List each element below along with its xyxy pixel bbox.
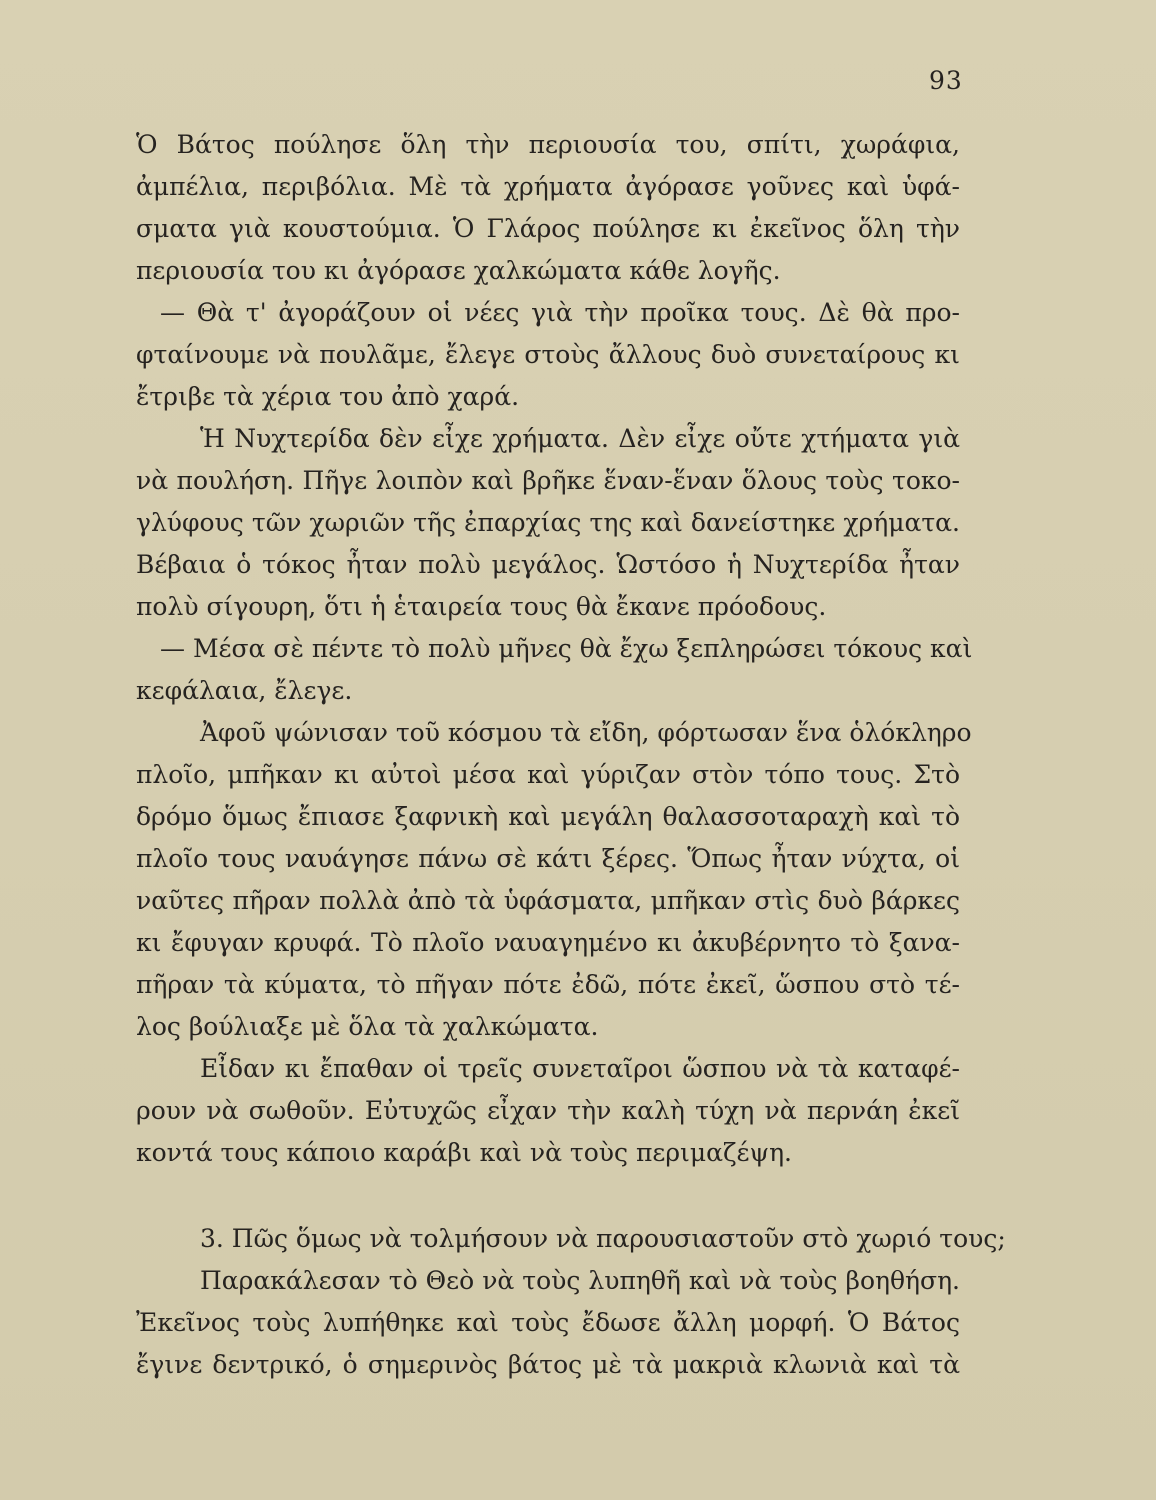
text-line: πλοῖο, μπῆκαν κι αὐτοὶ μέσα καὶ γύριζαν στὸν τόπο τους. Στὸ xyxy=(136,760,960,789)
text-line: ἔγινε δεντρικό, ὁ σημερινὸς βάτος μὲ τὰ μακριὰ κλωνιὰ καὶ τὰ xyxy=(136,1350,960,1379)
text-line: Βέβαια ὁ τόκος ἦταν πολὺ μεγάλος. Ὡστόσο ἡ Νυχτερίδα ἦταν xyxy=(136,550,960,579)
text-line: δρόμο ὅμως ἔπιασε ξαφνικὴ καὶ μεγάλη θαλασσοταραχὴ καὶ τὸ xyxy=(136,802,960,831)
text-line: Ἡ Νυχτερίδα δὲν εἶχε χρήματα. Δὲν εἶχε οὔτε χτήματα γιὰ xyxy=(200,424,960,453)
text-line: — Μέσα σὲ πέντε τὸ πολὺ μῆνες θὰ ἔχω ξεπληρώσει τόκους καὶ xyxy=(160,634,973,663)
text-line: νὰ πουλήση. Πῆγε λοιπὸν καὶ βρῆκε ἕναν-ἕναν ὅλους τοὺς τοκο- xyxy=(136,466,960,495)
text-line: πολὺ σίγουρη, ὅτι ἡ ἑταιρεία τους θὰ ἔκανε πρόοδους. xyxy=(136,592,827,621)
text-line: λος βούλιαξε μὲ ὅλα τὰ χαλκώματα. xyxy=(136,1012,599,1041)
text-line: Ἐκεῖνος τοὺς λυπήθηκε καὶ τοὺς ἔδωσε ἄλλη μορφή. Ὁ Βάτος xyxy=(136,1308,960,1337)
text-line: πῆραν τὰ κύματα, τὸ πῆγαν πότε ἐδῶ, πότε ἐκεῖ, ὥσπου στὸ τέ- xyxy=(136,970,960,999)
text-line: φταίνουμε νὰ πουλᾶμε, ἔλεγε στοὺς ἄλλους δυὸ συνεταίρους κι xyxy=(136,340,960,369)
text-line: κι ἔφυγαν κρυφά. Τὸ πλοῖο ναυαγημένο κι ἀκυβέρνητο τὸ ξανα- xyxy=(136,928,960,957)
text-line: ρουν νὰ σωθοῦν. Εὐτυχῶς εἶχαν τὴν καλὴ τύχη νὰ περνάη ἐκεῖ xyxy=(136,1096,960,1125)
text-line: πλοῖο τους ναυάγησε πάνω σὲ κάτι ξέρες. Ὅπως ἦταν νύχτα, οἱ xyxy=(136,844,960,873)
text-line: γλύφους τῶν χωριῶν τῆς ἐπαρχίας της καὶ δανείστηκε χρήματα. xyxy=(136,508,960,537)
page-number: 93 xyxy=(929,66,963,95)
text-line: περιουσία του κι ἀγόρασε χαλκώματα κάθε λογῆς. xyxy=(136,256,781,285)
text-line: ἀμπέλια, περιβόλια. Μὲ τὰ χρήματα ἀγόρασε γοῦνες καὶ ὑφά- xyxy=(136,172,960,201)
text-line: Παρακάλεσαν τὸ Θεὸ νὰ τοὺς λυπηθῆ καὶ νὰ τοὺς βοηθήση. xyxy=(200,1266,960,1295)
section-heading-line: 3. Πῶς ὅμως νὰ τολμήσουν νὰ παρουσιαστοῦν στὸ χωριό τους; xyxy=(200,1224,1006,1253)
text-line: κεφάλαια, ἔλεγε. xyxy=(136,676,353,705)
text-line: κοντά τους κάποιο καράβι καὶ νὰ τοὺς περιμαζέψη. xyxy=(136,1138,792,1167)
text-line: σματα γιὰ κουστούμια. Ὁ Γλάρος πούλησε κι ἐκεῖνος ὅλη τὴν xyxy=(136,214,960,243)
text-line: ναῦτες πῆραν πολλὰ ἀπὸ τὰ ὑφάσματα, μπῆκαν στὶς δυὸ βάρκες xyxy=(136,886,960,915)
text-line: Ὁ Βάτος πούλησε ὅλη τὴν περιουσία του, σπίτι, χωράφια, xyxy=(136,130,960,159)
text-line: — Θὰ τ' ἀγοράζουν οἱ νέες γιὰ τὴν προῖκα τους. Δὲ θὰ προ- xyxy=(160,298,960,327)
text-line: Εἶδαν κι ἔπαθαν οἱ τρεῖς συνεταῖροι ὥσπου νὰ τὰ καταφέ- xyxy=(200,1054,960,1083)
text-line: ἔτριβε τὰ χέρια του ἀπὸ χαρά. xyxy=(136,382,520,411)
text-line: Ἀφοῦ ψώνισαν τοῦ κόσμου τὰ εἴδη, φόρτωσαν ἕνα ὁλόκληρο xyxy=(200,718,972,747)
